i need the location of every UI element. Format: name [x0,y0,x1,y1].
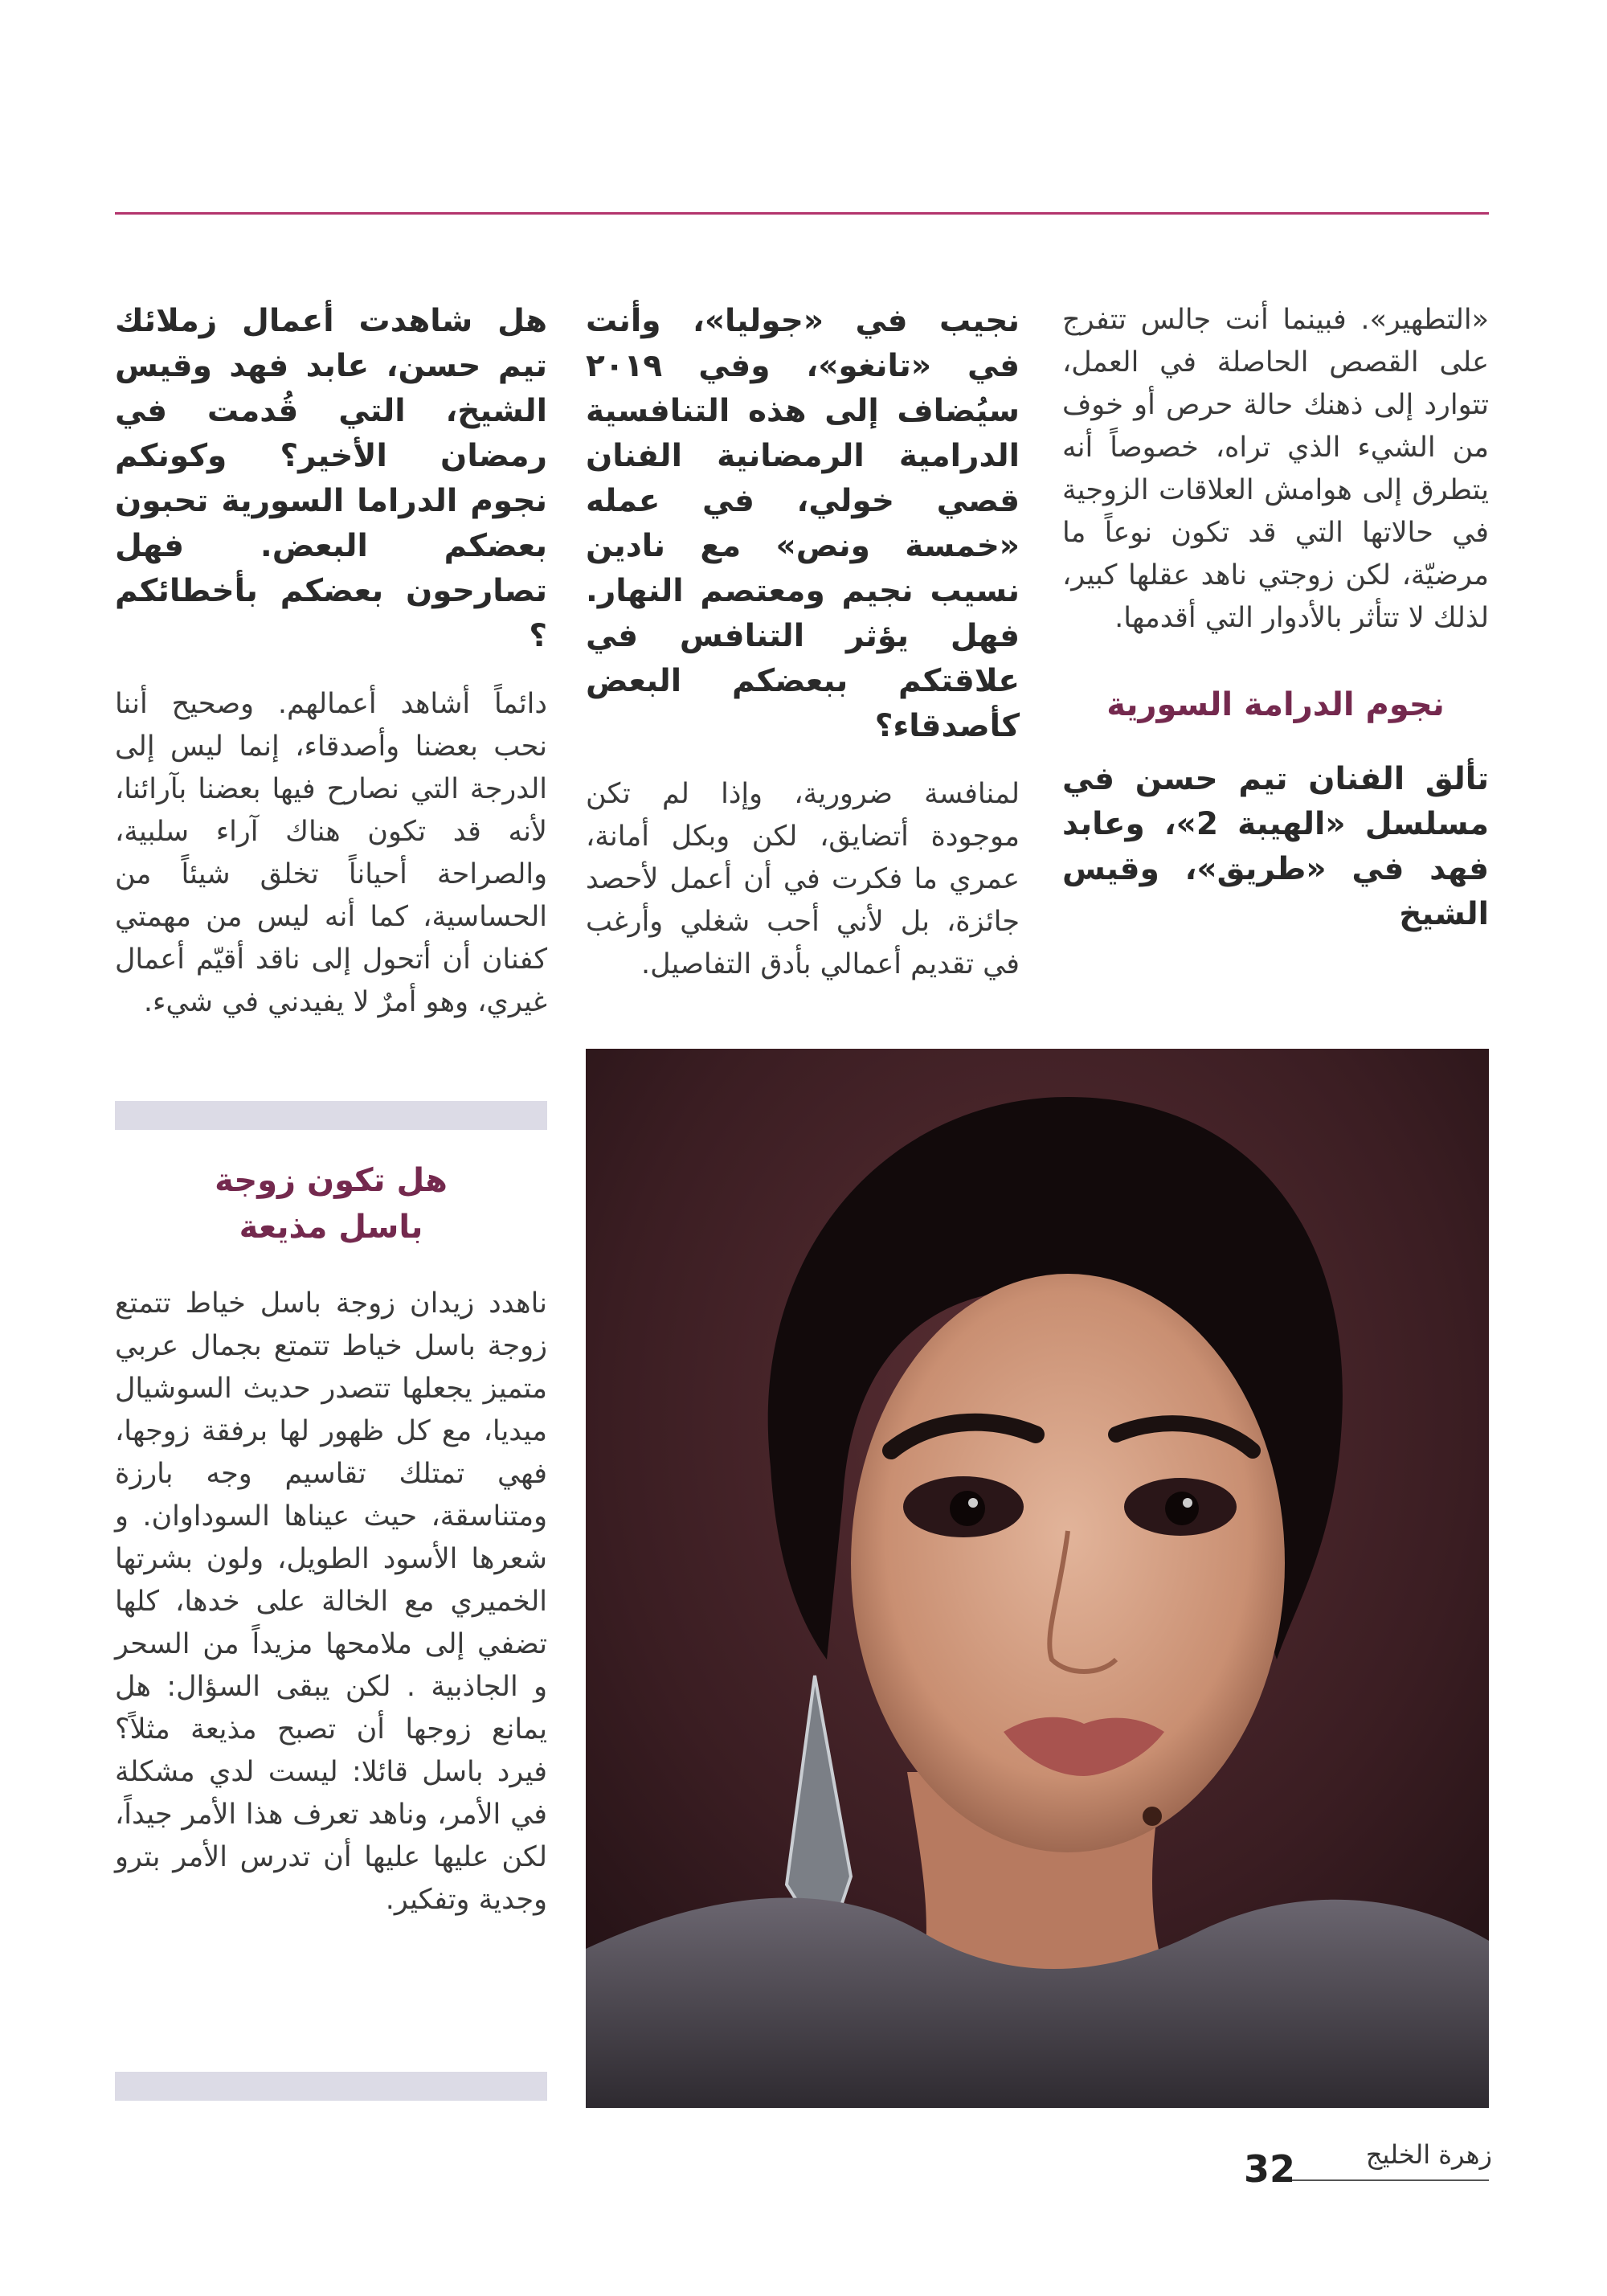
sidebar-band-bottom [115,2072,547,2101]
subhead-syrian-drama: نجوم الدرامة السورية [1106,686,1445,723]
column-left [115,299,547,1024]
footer-line [1292,2179,1489,2181]
right-body-text: «التطهير». فبينما أنت جالس تتفرج على القصص الحاصلة في العمل، تتوارد إلى ذهنك حالة حرص أو خوف من الشيء الذي تراه، خصوصاً أنه يتطرق إلى هوامش العلاقات الزوجية في حالاتها التي قد تكون نوعاً ما مرضيّة، لكن زوجتي ناهد عقلها كبير، لذلك لا تتأثر بالأدوار التي أقدمها. [1062,304,1489,634]
sidebar-title-line2: باسل مذيعة [239,1209,423,1246]
sidebar-title-line1: هل تكون زوجة [215,1162,448,1199]
sidebar-box [115,1157,547,1922]
page-number: 32 [1244,2147,1296,2191]
footer-magazine-title: زهرة الخليج [1365,2139,1492,2170]
sidebar-band-top [115,1101,547,1130]
left-body-text: دائماً أشاهد أعمالهم. وصحيح أننا نحب بعضنا وأصدقاء، إنما ليس إلى الدرجة التي نصارح فيها بعضنا بآرائنا، لأنه قد تكون هناك آراء سلبية، والصراحة أحياناً تخلق شيئاً من الحساسية، كما أنه ليس من مهمتي كفنان أن أتحول إلى ناقد أقيّم أعمال غيري، وهو أمرٌ لا يفيدني في شيء. [115,688,547,1018]
sidebar-body-text: ناهدد زيدان زوجة باسل خياط تتمتع زوجة باسل خياط تتمتع بجمال عربي متميز يجعلها تتصدر حديث السوشيال ميديا، مع كل ظهور لها برفقة زوجها، فهي تمتلك تقاسيم وجه بارزة ومتناسقة، حيث عيناها السوداوان. و شعرها الأسود الطويل، ولون بشرتها الخميري مع الخالة على خدها، كلها تضفي إلى ملامحها مزيداً من السحر و الجاذبية . لكن يبقى السؤال: هل يمانع زوجها أن تصبح مذيعة مثلاً؟ فيرد باسل قائلا: ليست لدي مشكلة في الأمر، وناهد تعرف هذا الأمر جيداً، لكن عليها عليها أن تدرس الأمر بترو وجدية وتفكير. [115,1287,547,1916]
left-question: هل شاهدت أعمال زملائك تيم حسن، عابد فهد وقيس الشيخ، التي قُدمت في رمضان الأخير؟ وكونكم نجوم الدراما السورية تحبون بعضكم البعض. فهل تصارحون بعضكم بأخطائكم ؟ [115,303,547,654]
top-rule [115,212,1489,215]
right-question: تألق الفنان تيم حسن في مسلسل «الهيبة 2»، وعابد فهد في «طريق»، وقيس الشيخ [1062,761,1489,932]
portrait-photo [586,1049,1489,2108]
column-right [1062,299,1489,937]
column-middle [586,299,1020,986]
middle-body-text: لمنافسة ضرورية، وإذا لم تكن موجودة أتضايق، لكن وبكل أمانة، عمري ما فكرت في أن أعمل لأحصد جائزة، بل لأني أحب شغلي وأرغب في تقديم أعمالي بأدق التفاصيل. [586,778,1020,980]
middle-question: نجيب في «جوليا»، وأنت في «تانغو»، وفي ٢٠١٩ سيُضاف إلى هذه التنافسية الدرامية الرمضانية الفنان قصي خولي، في عمله «خمسة ونص» مع نادين نسيب نجيم ومعتصم النهار. فهل يؤثر التنافس في علاقتكم ببعضكم البعض كأصدقاء؟ [586,303,1020,744]
